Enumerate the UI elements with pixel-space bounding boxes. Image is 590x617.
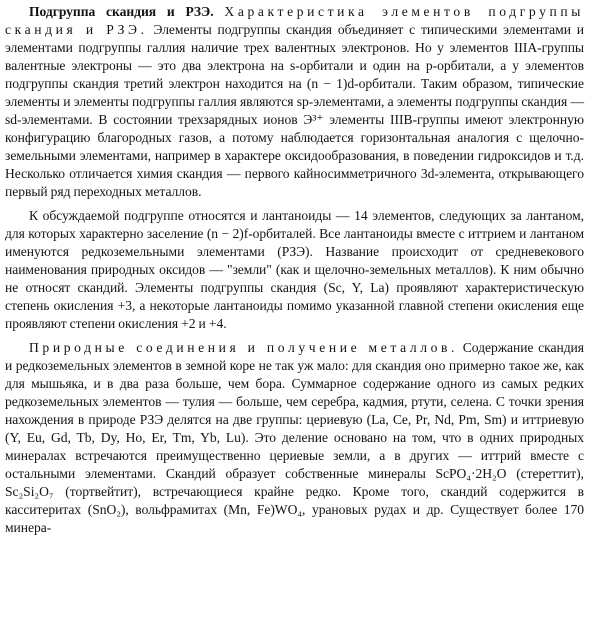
paragraph-scandium-subgroup: [5, 3, 584, 202]
paragraph-lanthanoids: [5, 207, 584, 333]
heading-separator: [214, 4, 225, 19]
paragraph-body: Содержание скандия и редкоземельных элементов в земной коре не так уж мало: для скандия оно примерно такое же, как для мышьяка, и в два раза больше, чем бора. Суммарное содержание одного из самых редких редкоземельных элементов — тулия — больше, чем серебра, кадмия, ртути, селена. С точки зрения нахождения в природе РЗЭ делятся на две группы: цериевую (La, Ce, Pr, Nd, Pm, Sm) и иттриевую (Y, Eu, Gd, Tb, Dy, Ho, Er, Tm, Yb, Lu). Это деление основано на том, что в одних природных минералах встречаются преимущественно цериевые земли, а в других — иттрий вместе с остальными элементами. Скандий образует собственные минералы ScPO₄·2H₂O (стереттит), Sc₂Si₂O₇ (тортвейтит), встречающиеся крайне редко. Кроме того, скандий содержится в касситеритах (SnO₂), вольфрамитах (Mn, Fe)WO₄, урановых рудах и др. Существует более 170 минера-: [5, 339, 584, 536]
subsection-heading: Характеристика элементов подгруппы скандия и РЗЭ.: [5, 4, 584, 38]
paragraph-natural-compounds: [5, 339, 584, 538]
paragraph-body: Элементы подгруппы скандия объединяет с типическими элементами и элементами подгруппы галлия наличие трех валентных электронов. Но у элементов IIIA-группы валентные электроны — это два электрона на s-орбитали и один на p-орбитали, а у элементов подгруппы скандия третий электрон находится на (n − 1)d-орбитали. Таким образом, типические элементы и элементы подгруппы галлия являются sp-элементами, а элементы подгруппы скандия — sd-элементами. В состоянии трехзарядных ионов Э³⁺ элементы IIIB-группы имеют электронную конфигурацию благородных газов, а потому наблюдается горизонтальная аналогия с щелочно-земельными элементами, например в характере оксидообразования, в поведении гидроксидов и т.д. Несколько отличается химия скандия — первого кайносимметричного 3d-элемента, открывающего первый ряд переходных металлов.: [5, 22, 585, 200]
section-heading: Подгруппа скандия и РЗЭ.: [29, 4, 214, 19]
paragraph-body: К обсуждаемой подгруппе относятся и лантаноиды — 14 элементов, следующих за лантаном, для которых характерно заселение (n − 2)f-орбиталей. Все лантаноиды вместе с иттрием и лантаном именуются редкоземельными элементами (РЗЭ). Название происходит от средневекового наименования природных оксидов — "земли" (как и щелочно-земельных металлов). К ним обычно не относят скандий. Элементы подгруппы скандия (Sc, Y, La) проявляют характеристическую степень окисления +3, а некоторые лантаноиды помимо указанной главной степени окисления еще проявляют степени окисления +2 и +4.: [5, 207, 584, 331]
subsection-heading: Природные соединения и получение металлов.: [29, 339, 459, 355]
